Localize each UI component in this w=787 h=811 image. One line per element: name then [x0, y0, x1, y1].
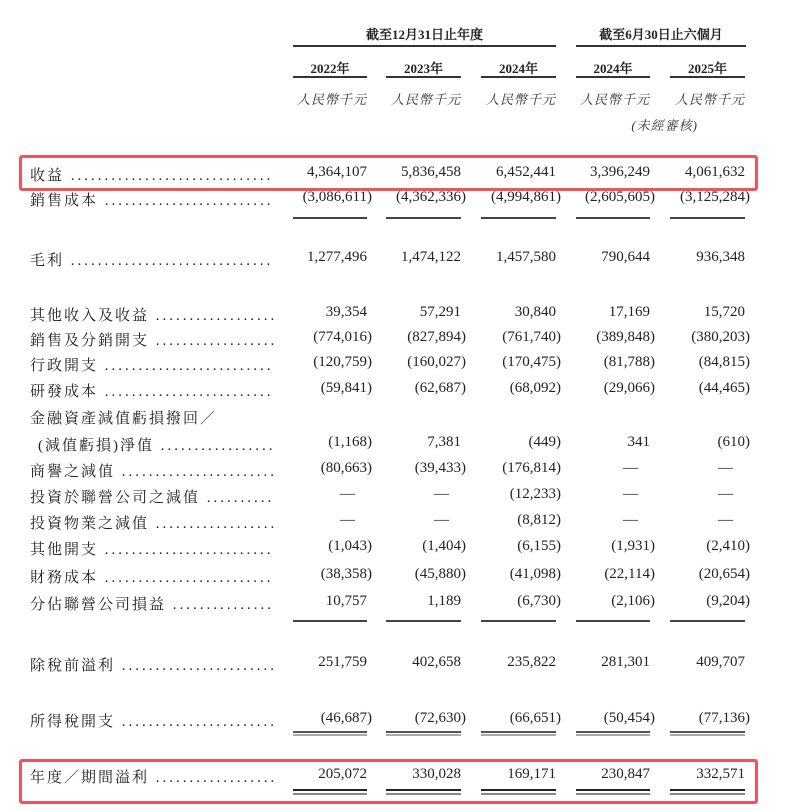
- row-value: 341: [627, 434, 650, 450]
- table-row: [0, 189, 787, 213]
- table-row: [0, 566, 787, 590]
- row-value: 30,840: [514, 304, 556, 320]
- row-value: 3,396,249: [590, 164, 650, 180]
- row-value: 281,301: [601, 654, 650, 670]
- row-value: (62,687): [414, 380, 466, 396]
- table-row: [0, 654, 787, 678]
- row-value: (1,168): [328, 434, 372, 450]
- row-label: 研發成本 .....: [30, 380, 274, 401]
- table-row: [0, 486, 787, 510]
- row-value: 15,720: [703, 304, 745, 320]
- row-value: (3,125,284): [680, 189, 750, 205]
- row-value: (3,086,611): [302, 189, 372, 205]
- row-value: (4,362,336): [396, 189, 466, 205]
- row-value: (38,358): [320, 566, 372, 582]
- row-value: (29,066): [603, 380, 655, 396]
- row-value: —: [623, 486, 638, 502]
- row-value: (1,404): [422, 538, 466, 554]
- row-label: 財務成本 .....: [30, 566, 274, 587]
- subtotal-rule: [481, 734, 556, 736]
- unit-label: 人民幣千元: [579, 92, 650, 107]
- row-value: (80,663): [320, 460, 372, 476]
- row-value: 1,457,580: [496, 249, 556, 265]
- subtotal-rule: [386, 620, 461, 622]
- row-value: (1,043): [328, 538, 372, 554]
- row-value: 7,381: [427, 434, 461, 450]
- row-value: (12,233): [509, 486, 561, 502]
- row-label: 分佔聯營公司損益 .....: [30, 593, 274, 614]
- table-row: [0, 354, 787, 378]
- row-value: (59,841): [320, 380, 372, 396]
- row-value: 936,348: [696, 249, 745, 265]
- row-value: (9,204): [706, 593, 750, 609]
- row-value: 1,277,496: [307, 249, 367, 265]
- unit-label: 人民幣千元: [485, 92, 556, 107]
- unit-label: 人民幣千元: [674, 92, 745, 107]
- row-value: (610): [717, 434, 750, 450]
- row-value: 4,061,632: [685, 164, 745, 180]
- row-value: (68,092): [509, 380, 561, 396]
- year-rule: [576, 76, 650, 78]
- subtotal-rule: [386, 734, 461, 736]
- row-value: (761,740): [502, 329, 561, 345]
- row-label: 商譽之減值 .....: [30, 460, 274, 481]
- row-value: —: [718, 486, 733, 502]
- row-label: 金融資產減值虧損撥回／: [30, 411, 218, 427]
- row-value: 205,072: [318, 766, 367, 782]
- highlight-box-revenue: [19, 155, 758, 191]
- year-header: 2022年: [310, 61, 350, 76]
- header-rule: [576, 45, 746, 47]
- row-value: —: [718, 460, 733, 476]
- row-value: 235,822: [507, 654, 556, 670]
- row-value: 1,474,122: [401, 249, 461, 265]
- header-annual: 截至12月31日止年度: [365, 27, 483, 42]
- row-value: 1,189: [427, 593, 461, 609]
- row-value: 402,658: [412, 654, 461, 670]
- row-value: 4,364,107: [307, 164, 367, 180]
- row-value: (176,814): [502, 460, 561, 476]
- row-label: 投資物業之減值 .....: [30, 512, 274, 533]
- row-value: (81,788): [603, 354, 655, 370]
- row-value: —: [623, 460, 638, 476]
- row-value: (46,687): [320, 710, 372, 726]
- subtotal-rule: [576, 734, 650, 736]
- subtotal-rule: [481, 217, 556, 219]
- subtotal-rule: [293, 734, 367, 736]
- table-row: [0, 512, 787, 536]
- row-value: —: [434, 512, 449, 528]
- table-row: [0, 460, 787, 484]
- row-value: 790,644: [601, 249, 650, 265]
- subtotal-rule: [670, 620, 745, 622]
- year-header: 2025年: [687, 61, 727, 76]
- row-value: —: [340, 512, 355, 528]
- row-label: 銷售及分銷開支 .....: [30, 329, 274, 350]
- row-value: (389,848): [596, 329, 655, 345]
- row-value: 10,757: [325, 593, 367, 609]
- row-value: (827,894): [407, 329, 466, 345]
- row-value: 409,707: [696, 654, 745, 670]
- row-value: (774,016): [313, 329, 372, 345]
- row-value: —: [434, 486, 449, 502]
- row-value: (2,410): [706, 538, 750, 554]
- row-value: 330,028: [412, 766, 461, 782]
- row-value: (39,433): [414, 460, 466, 476]
- row-value: 251,759: [318, 654, 367, 670]
- year-rule: [481, 76, 556, 78]
- row-value: (41,098): [509, 566, 561, 582]
- table-row: [0, 407, 787, 431]
- unaudited-note: (未經審核): [631, 118, 698, 133]
- subtotal-rule: [576, 217, 650, 219]
- year-rule: [386, 76, 461, 78]
- row-value: (120,759): [313, 354, 372, 370]
- row-label: 毛利 .....: [30, 249, 274, 270]
- row-value: —: [623, 512, 638, 528]
- row-value: (72,630): [414, 710, 466, 726]
- subtotal-rule: [481, 620, 556, 622]
- year-rule: [670, 76, 745, 78]
- row-value: (84,815): [698, 354, 750, 370]
- row-value: (160,027): [407, 354, 466, 370]
- table-row: [0, 538, 787, 562]
- row-value: 332,571: [696, 766, 745, 782]
- row-value: (380,203): [691, 329, 750, 345]
- subtotal-rule: [670, 734, 745, 736]
- row-value: 57,291: [419, 304, 461, 320]
- row-value: 39,354: [325, 304, 367, 320]
- subtotal-rule: [386, 217, 461, 219]
- unit-label: 人民幣千元: [296, 92, 367, 107]
- table-row: [0, 249, 787, 273]
- row-value: (45,880): [414, 566, 466, 582]
- year-rule: [293, 76, 367, 78]
- subtotal-rule: [670, 217, 745, 219]
- subtotal-rule: [576, 620, 650, 622]
- row-value: (8,812): [517, 512, 561, 528]
- row-value: (6,155): [517, 538, 561, 554]
- subtotal-rule: [293, 620, 367, 622]
- row-value: 6,452,441: [496, 164, 556, 180]
- subtotal-rule: [293, 217, 367, 219]
- row-value: (6,730): [517, 593, 561, 609]
- row-value: (449): [528, 434, 561, 450]
- row-value: (20,654): [698, 566, 750, 582]
- table-row: [0, 434, 787, 458]
- row-value: (2,605,605): [585, 189, 655, 205]
- row-value: 169,171: [507, 766, 556, 782]
- row-label: 所得稅開支 .....: [30, 710, 274, 731]
- row-value: 5,836,458: [401, 164, 461, 180]
- row-label: 其他收入及收益 .....: [30, 304, 274, 325]
- row-value: —: [340, 486, 355, 502]
- unit-label: 人民幣千元: [390, 92, 461, 107]
- header-interim: 截至6月30日止六個月: [599, 27, 723, 42]
- row-label: 其他開支 .....: [30, 538, 274, 559]
- row-label: 投資於聯營公司之減值 .....: [30, 486, 274, 507]
- row-label: 年度／期間溢利 .....: [30, 766, 274, 787]
- header-rule: [293, 45, 556, 47]
- table-row: [0, 329, 787, 353]
- row-value: (170,475): [502, 354, 561, 370]
- row-value: (50,454): [603, 710, 655, 726]
- row-value: (66,651): [509, 710, 561, 726]
- highlight-box-profit: [19, 759, 758, 804]
- year-header: 2024年: [593, 61, 633, 76]
- row-label: 銷售成本 .....: [30, 189, 274, 210]
- row-value: 17,169: [608, 304, 650, 320]
- table-row: [0, 593, 787, 617]
- year-header: 2023年: [403, 61, 443, 76]
- row-label: 行政開支 .....: [30, 354, 274, 375]
- table-row: [0, 304, 787, 328]
- row-value: (4,994,861): [491, 189, 561, 205]
- year-header: 2024年: [498, 61, 538, 76]
- row-value: —: [718, 512, 733, 528]
- row-label: 收益 .....: [30, 164, 274, 185]
- row-value: 230,847: [601, 766, 650, 782]
- row-value: (2,106): [611, 593, 655, 609]
- row-value: (77,136): [698, 710, 750, 726]
- row-value: (1,931): [611, 538, 655, 554]
- row-label: (減值虧損)淨值 .....: [30, 434, 274, 455]
- row-value: (44,465): [698, 380, 750, 396]
- row-label: 除稅前溢利 .....: [30, 654, 274, 675]
- table-row: [0, 710, 787, 734]
- row-value: (22,114): [604, 566, 655, 582]
- table-row: [0, 380, 787, 404]
